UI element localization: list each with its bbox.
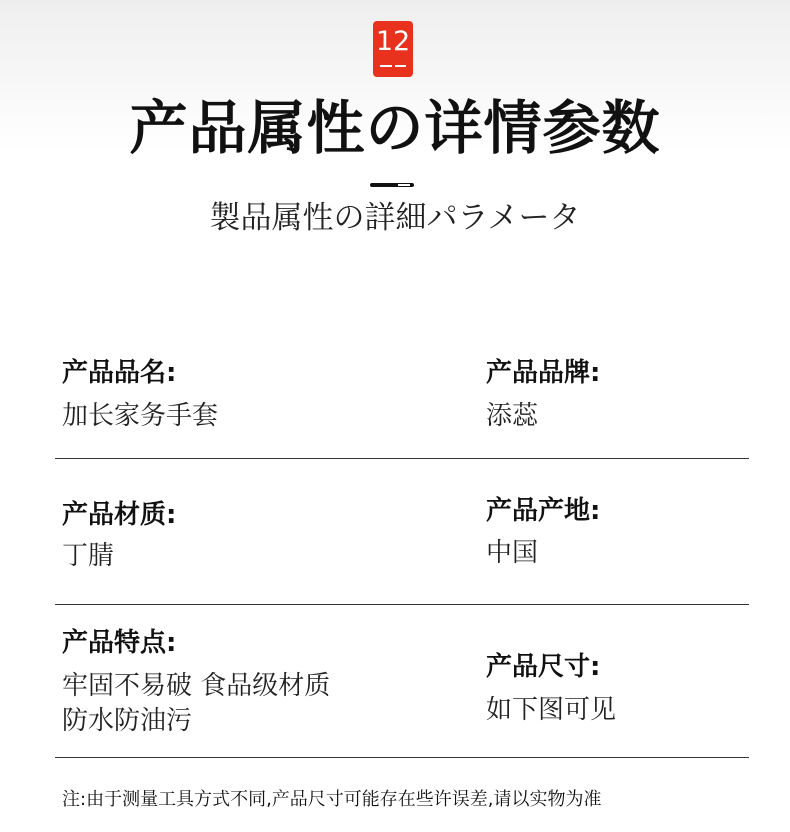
attr-label-brand: 产品品牌:: [486, 358, 601, 388]
attr-value-origin: 中国: [486, 538, 539, 568]
attr-value-material: 丁腈: [62, 541, 115, 571]
section-number: 12: [375, 26, 411, 57]
attr-label-material: 产品材质:: [62, 500, 177, 530]
section-number-badge: [373, 21, 413, 77]
attr-value-features-line2: 防水防油污: [62, 706, 193, 736]
attr-label-size: 产品尺寸:: [486, 652, 601, 682]
attr-value-brand: 添蕊: [486, 401, 539, 431]
badge-divider: [380, 65, 406, 67]
title-underline: [370, 183, 414, 187]
attr-value-product-name: 加长家务手套: [62, 401, 219, 431]
row-divider: [55, 604, 749, 605]
size-disclaimer-note: 注:由于测量工具方式不同,产品尺寸可能存在些许误差,请以实物为准: [62, 789, 602, 810]
attr-label-features: 产品特点:: [62, 628, 177, 658]
attr-label-product-name: 产品品名:: [62, 358, 177, 388]
row-divider: [55, 757, 749, 758]
attr-label-origin: 产品产地:: [486, 496, 601, 526]
attr-value-features-line1: 牢固不易破 食品级材质: [62, 671, 331, 701]
page-title: 产品属性の详情参数: [129, 94, 661, 162]
row-divider: [55, 458, 749, 459]
attr-value-size: 如下图可见: [486, 695, 617, 725]
page-subtitle: 製品属性の詳細パラメータ: [209, 200, 581, 236]
